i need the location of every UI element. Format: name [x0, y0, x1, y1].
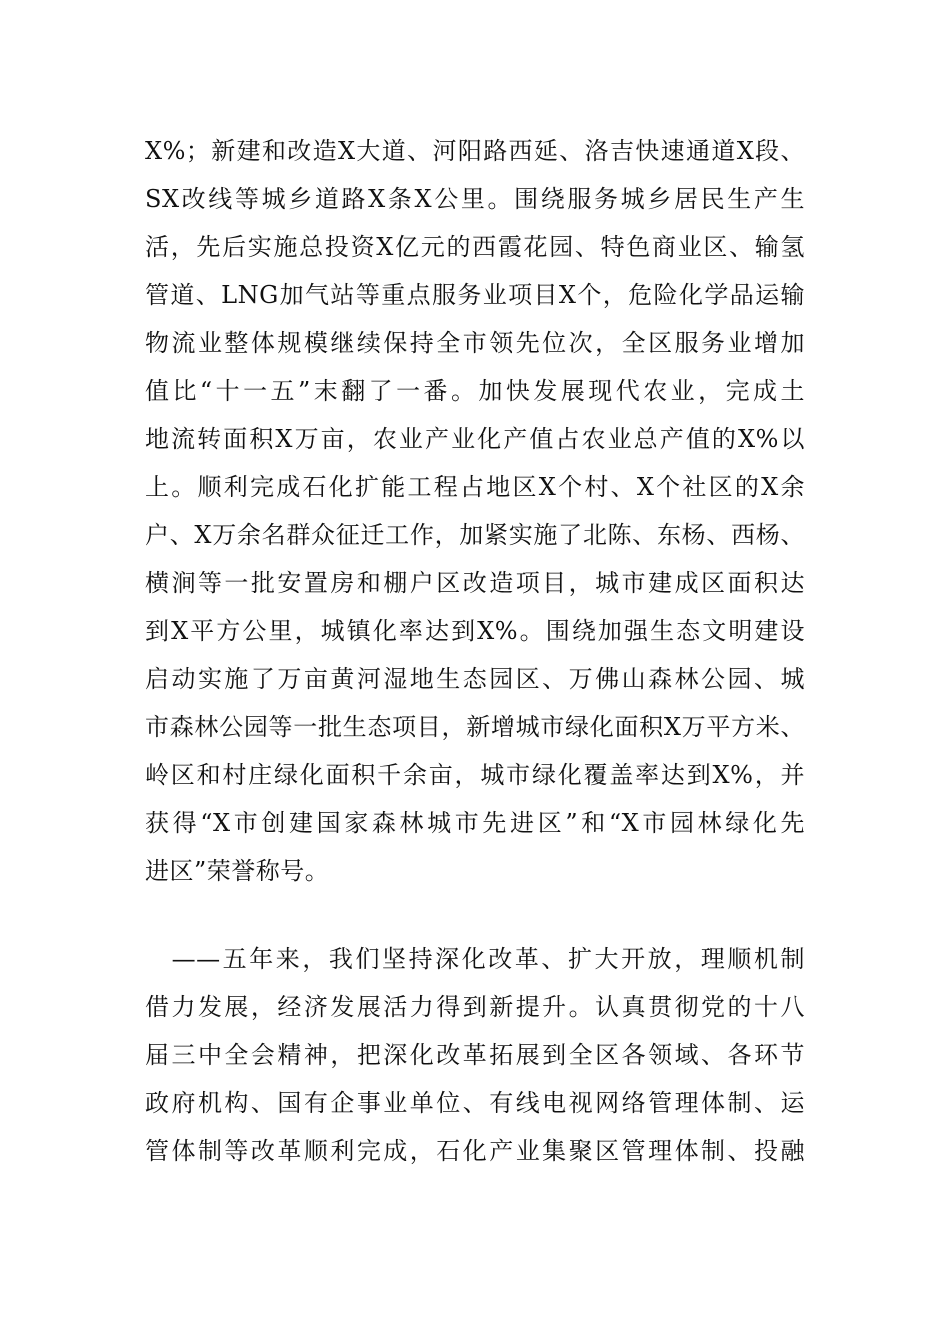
text-line: 到X平方公里，城镇化率达到X%。围绕加强生态文明建设	[145, 617, 805, 645]
text-line: SX改线等城乡道路X条X公里。围绕服务城乡居民生产生	[145, 185, 805, 213]
text-line: 启动实施了万亩黄河湿地生态园区、万佛山森林公园、城	[145, 665, 805, 693]
text-line: 活，先后实施总投资X亿元的西霞花园、特色商业区、输氢	[145, 233, 805, 261]
text-line: 地流转面积X万亩，农业产业化产值占农业总产值的X%以	[145, 425, 805, 453]
text-line: 物流业整体规模继续保持全市领先位次，全区服务业增加	[145, 329, 805, 357]
text-line: 管体制等改革顺利完成，石化产业集聚区管理体制、投融	[145, 1137, 805, 1165]
text-line: 管道、LNG加气站等重点服务业项目X个，危险化学品运输	[145, 281, 805, 309]
text-line: 值比“十一五”末翻了一番。加快发展现代农业，完成土	[145, 377, 805, 405]
text-line: 横涧等一批安置房和棚户区改造项目，城市建成区面积达	[145, 569, 805, 597]
text-line: 市森林公园等一批生态项目，新增城市绿化面积X万平方米、	[145, 713, 805, 741]
text-line: 户、X万余名群众征迁工作，加紧实施了北陈、东杨、西杨、	[145, 521, 805, 549]
text-line: X%；新建和改造X大道、河阳路西延、洛吉快速通道X段、	[145, 137, 805, 165]
text-line: 获得“X市创建国家森林城市先进区”和“X市园林绿化先	[145, 809, 805, 837]
paragraph-reform-opening	[145, 935, 805, 1175]
text-line: 届三中全会精神，把深化改革拓展到全区各领域、各环节	[145, 1041, 805, 1069]
text-line: 进区”荣誉称号。	[145, 857, 330, 885]
text-line: 借力发展，经济发展活力得到新提升。认真贯彻党的十八	[145, 993, 805, 1021]
paragraph-construction-progress	[145, 127, 805, 895]
text-line: 岭区和村庄绿化面积千余亩，城市绿化覆盖率达到X%，并	[145, 761, 805, 789]
text-line: 政府机构、国有企事业单位、有线电视网络管理体制、运	[145, 1089, 805, 1117]
text-line: 上。顺利完成石化扩能工程占地区X个村、X个社区的X余	[145, 473, 805, 501]
text-line: ——五年来，我们坚持深化改革、扩大开放，理顺机制	[145, 945, 805, 973]
